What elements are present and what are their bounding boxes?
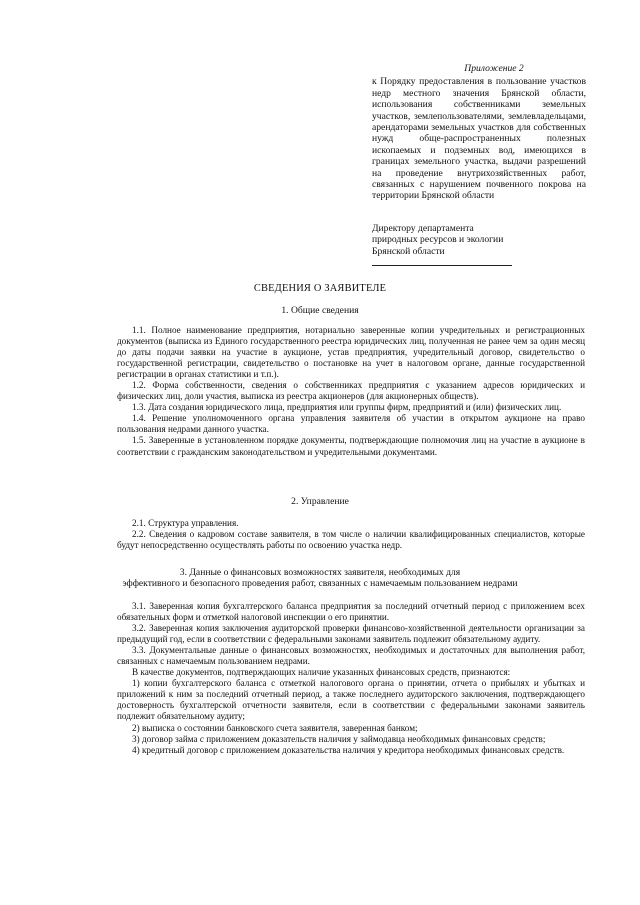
section-1-body [117, 325, 585, 458]
paragraph: 3) договор займа с приложением доказательств наличия у займодавца необходимых финансовых средств; [132, 733, 546, 744]
section-3-heading-line: эффективного и безопасного проведения работ, связанных с намечаемым пользованием недрами [122, 578, 518, 590]
paragraph: 1.4. Решение уполномоченного органа управления заявителя об участии в открытом аукционе на право пользования недрами данного участка. [117, 413, 585, 435]
paragraph: 3.2. Заверенная копия заключения аудиторской проверки финансово-хозяйственной деятельности организации за предыдущий год, если в соответствии с федеральными законами заявитель подлежит обязательному аудиту. [117, 623, 585, 645]
paragraph: В качестве документов, подтверждающих наличие указанных финансовых средств, признаются: [132, 667, 511, 678]
section-3-body [117, 601, 585, 756]
section-2-body [117, 518, 585, 551]
paragraph: 4) кредитный договор с приложением доказательства наличия у кредитора необходимых финансовых средств. [132, 744, 565, 755]
annex-title: Приложение 2 [464, 63, 524, 74]
addressee-line: Директору департамента [372, 223, 474, 234]
section-3-heading-line: 3. Данные о финансовых возможностях заявителя, необходимых для [179, 567, 461, 578]
document-title: СВЕДЕНИЯ О ЗАЯВИТЕЛЕ [253, 283, 387, 294]
section-3-heading [0, 567, 640, 590]
paragraph: 1.5. Заверенные в установленном порядке документы, подтверждающие полномочия лиц на участие в аукционе в соответствии с гражданским законодательством и учредительными документами. [117, 435, 585, 457]
paragraph: 2.2. Сведения о кадровом составе заявителя, в том числе о наличии квалифицированных специалистов, которые будут непосредственно осуществлять работы по освоению участка недр. [117, 529, 585, 551]
annex-block [372, 63, 586, 202]
paragraph: 1.2. Форма собственности, сведения о собственниках предприятия с указанием адресов юридических и физических лиц, доли участия, выписка из реестра акционеров (для акционерных обществ). [117, 380, 585, 402]
paragraph: 3.3. Документальные данные о финансовых возможностях, необходимых и достаточных для выполнения работ, связанных с намечаемым пользованием недрами. [117, 645, 585, 667]
signature-underline [372, 265, 512, 266]
paragraph: 1) копии бухгалтерского баланса с отметкой налогового органа о принятии, отчета о прибылях и убытках и приложений к ним за последний отчетный период, а также последнего аудиторского заключения, подтверждающего достоверность бухгалтерской отчетности заявителя, если в соответствии с федеральными законами заявитель подлежит обязательному аудиту; [117, 678, 585, 722]
paragraph: 2.1. Структура управления. [132, 518, 239, 528]
paragraph: 1.1. Полное наименование предприятия, нотариально заверенные копии учредительных и регистрационных документов (выписка из Единого государственного реестра юридических лиц, полученная не ранее чем за один месяц до даты подачи заявки на участие в аукционе, устав предприятия, учредительный договор, свидетельство о государственной регистрации, свидетельство о постановке на учет в налоговом органе, данные государственной регистрации в органах статистики и т.п.). [117, 325, 585, 380]
section-2-heading: 2. Управление [291, 496, 349, 507]
addressee-block [372, 223, 586, 266]
addressee-line: Брянской области [372, 245, 445, 257]
section-1-heading: 1. Общие сведения [281, 305, 359, 316]
annex-text: к Порядку предоставления в пользование участков недр местного значения Брянской области, использования собственниками земельных участков, землепользователями, землевладельцами, арендаторами земельных участков для собственных нужд обще-распространенных полезных ископаемых и подземных вод, имеющихся в границах земельного участка, выдачи разрешений на проведение внутрихозяйственных работ, связанных с нарушением почвенного покрова на территории Брянской области [372, 76, 586, 202]
paragraph: 3.1. Заверенная копия бухгалтерского баланса предприятия за последний отчетный период с приложением всех обязательных форм и отметкой налоговой инспекции о его принятии. [117, 601, 585, 623]
paragraph: 2) выписка о состоянии банковского счета заявителя, заверенная банком; [132, 722, 418, 733]
paragraph: 1.3. Дата создания юридического лица, предприятия или группы фирм, предприятий и (или) физических лиц. [132, 402, 562, 413]
addressee-line: природных ресурсов и экологии [372, 234, 504, 246]
